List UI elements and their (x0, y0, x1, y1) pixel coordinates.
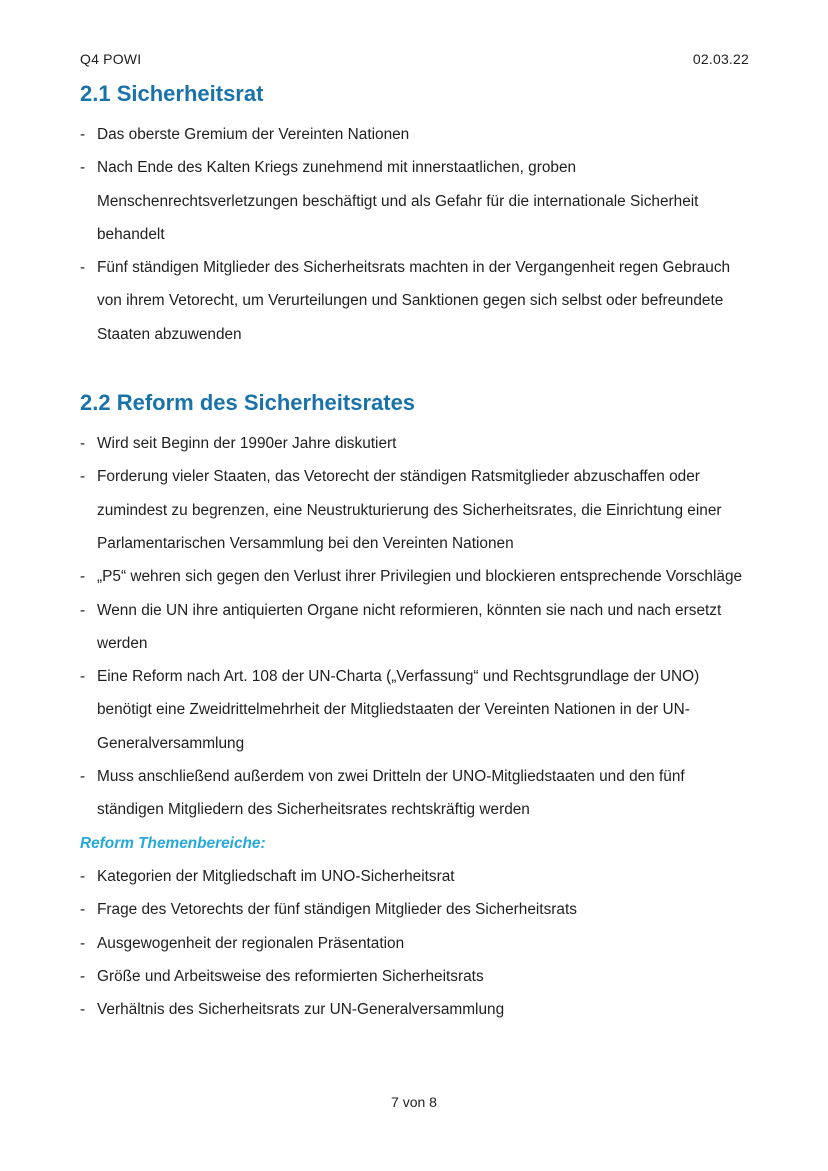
list-item: - Fünf ständigen Mitglieder des Sicherheitsrats machten in der Vergangenheit regen Gebrauch von ihrem Vetorecht, um Verurteilungen und Sanktionen gegen sich selbst oder befreundete Staaten abzuwenden (80, 251, 752, 351)
header-course: Q4 POWI (80, 51, 142, 67)
topics-list (80, 860, 752, 1026)
document-body (80, 78, 752, 1026)
list-item: - Wird seit Beginn der 1990er Jahre diskutiert (80, 427, 752, 460)
dash-bullet: - (80, 934, 86, 952)
section2-list (80, 427, 752, 827)
dash-bullet: - (80, 126, 86, 143)
list-item: - Größe und Arbeitsweise des reformierten Sicherheitsrats (80, 960, 752, 993)
dash-bullet: - (80, 967, 86, 985)
section-heading-reform: 2.2 Reform des Sicherheitsrates (80, 390, 416, 416)
dash-bullet: - (80, 768, 86, 786)
dash-bullet: - (80, 668, 86, 686)
header-date: 02.03.22 (692, 51, 749, 67)
dash-bullet: - (80, 867, 86, 885)
dash-bullet: - (80, 601, 86, 619)
list-item: - Forderung vieler Staaten, das Vetorecht der ständigen Ratsmitglieder abzuschaffen oder zumindest zu begrenzen, eine Neustrukturierung des Sicherheitsrates, die Einrichtung einer Parlamentarischen Versammlung bei den Vereinten Nationen (80, 460, 752, 560)
list-item: - Nach Ende des Kalten Kriegs zunehmend mit innerstaatlichen, groben Menschenrechtsverletzungen beschäftigt und als Gefahr für die internationale Sicherheit behandelt (80, 151, 752, 251)
page-number: 7 von 8 (391, 1094, 437, 1110)
list-item: - Eine Reform nach Art. 108 der UN-Charta („Verfassung“ und Rechtsgrundlage der UNO) benötigt eine Zweidrittelmehrheit der Mitgliedstaaten der Vereinten Nationen in der UN-Generalversammlung (80, 660, 752, 760)
subheading-reform-topics: Reform Themenbereiche: (80, 834, 266, 852)
list-item: - Ausgewogenheit der regionalen Präsentation (80, 927, 752, 960)
dash-bullet: - (80, 568, 86, 586)
list-item: - Wenn die UN ihre antiquierten Organe nicht reformieren, könnten sie nach und nach ersetzt werden (80, 594, 752, 661)
dash-bullet: - (80, 435, 86, 453)
list-item: - „P5“ wehren sich gegen den Verlust ihrer Privilegien und blockieren entsprechende Vorschläge (80, 560, 752, 593)
section-heading-sicherheitsrat: 2.1 Sicherheitsrat (80, 81, 264, 106)
list-item: - Frage des Vetorechts der fünf ständigen Mitglieder des Sicherheitsrats (80, 893, 752, 926)
list-item: - Muss anschließend außerdem von zwei Dritteln der UNO-Mitgliedstaaten und den fünf ständigen Mitgliedern des Sicherheitsrates rechtskräftig werden (80, 760, 752, 827)
dash-bullet: - (80, 259, 86, 277)
dash-bullet: - (80, 468, 86, 486)
list-item: - Das oberste Gremium der Vereinten Nationen (80, 118, 752, 151)
dash-bullet: - (80, 901, 86, 919)
list-item: - Verhältnis des Sicherheitsrats zur UN-Generalversammlung (80, 993, 752, 1026)
section1-list (80, 118, 752, 351)
dash-bullet: - (80, 1001, 86, 1019)
dash-bullet: - (80, 159, 86, 177)
list-item: - Kategorien der Mitgliedschaft im UNO-Sicherheitsrat (80, 860, 752, 893)
